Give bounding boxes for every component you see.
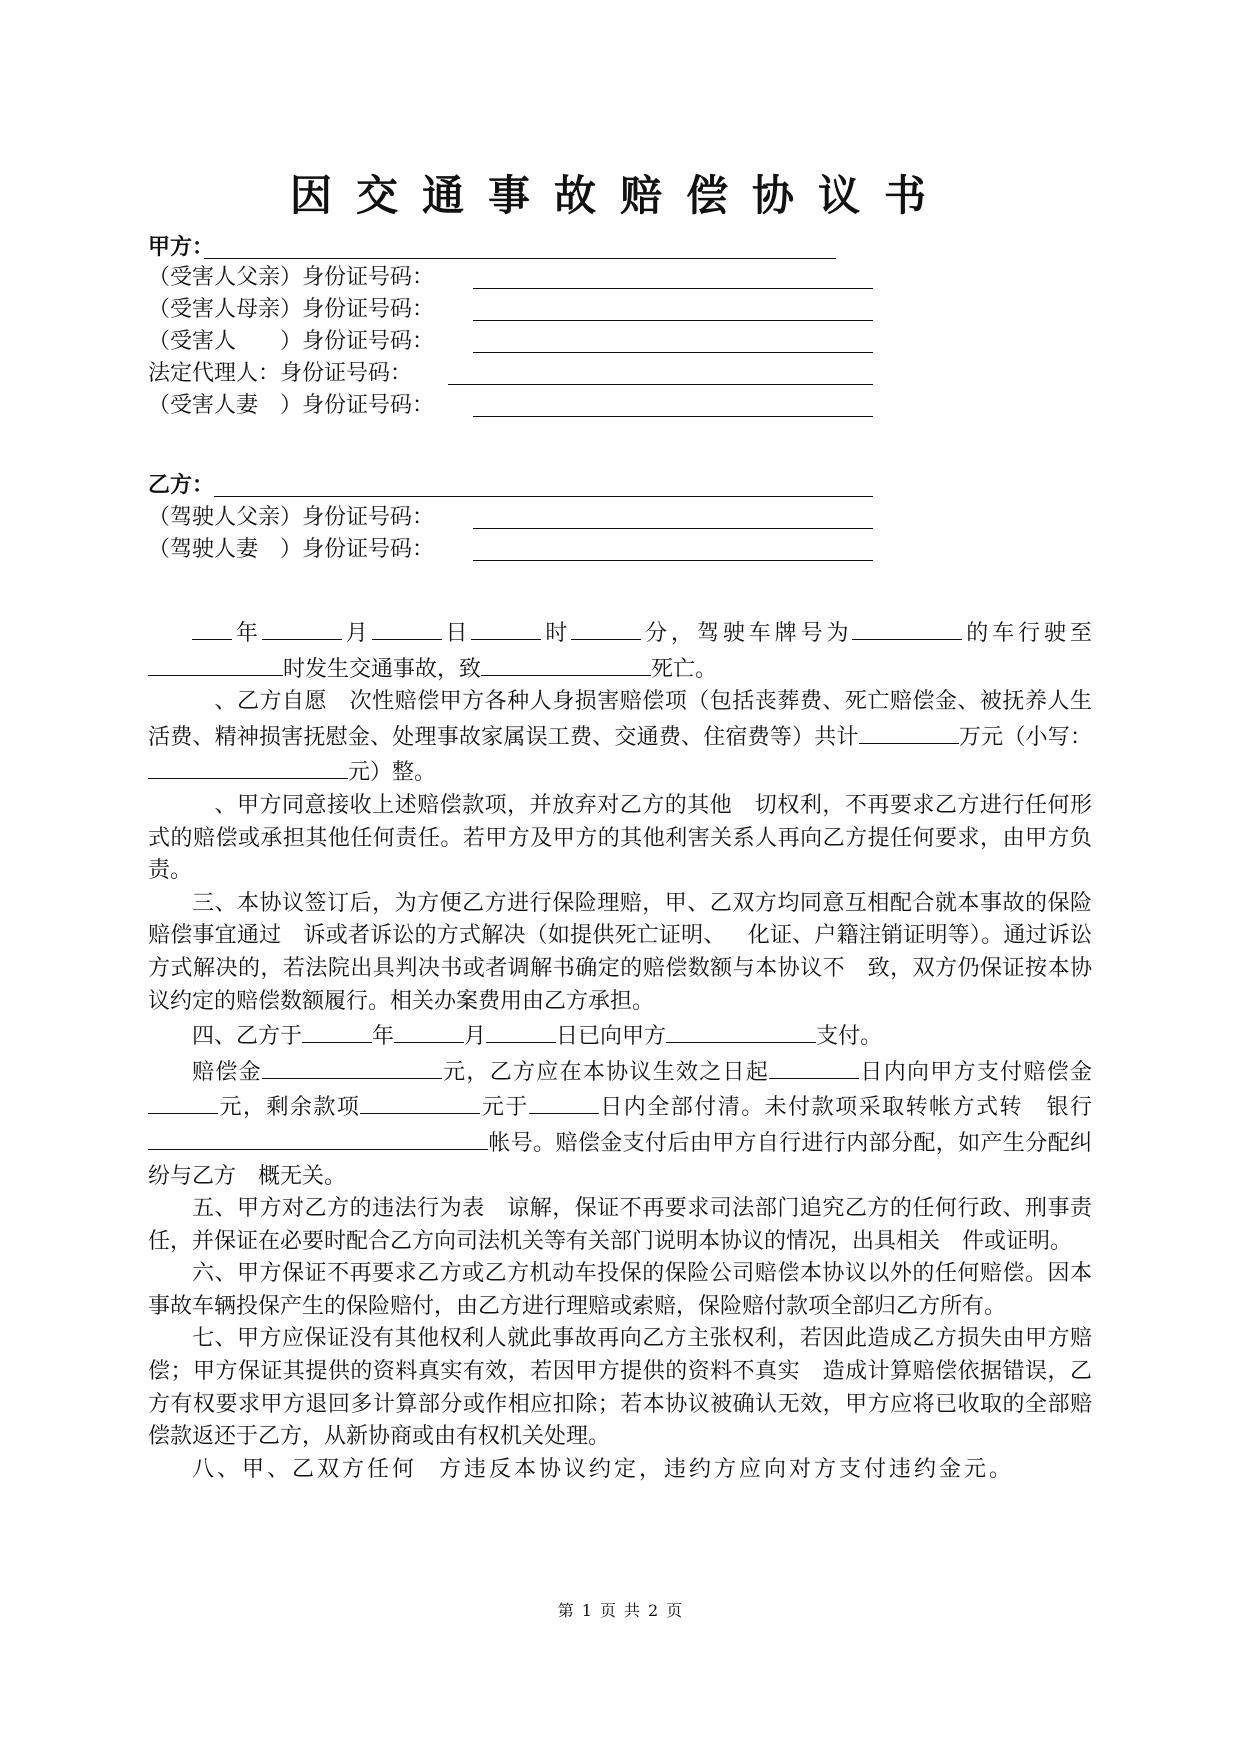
footer-text: 页 (599, 1601, 616, 1620)
party-b-row (148, 470, 214, 502)
page-footer (0, 1600, 1240, 1622)
id-blank (473, 416, 873, 417)
id-label: （受害人母亲）身份证号码： (148, 297, 435, 322)
footer-text: 第 (557, 1601, 574, 1620)
clause-1: 、乙方自愿 次性赔偿甲方各种人身损害赔偿项（包括丧葬费、死亡赔偿金、被抚养人生活费、精神损害抚慰金、处理事故家属误工费、交通费、住宿费等）共计 万元（小写：元）整。 (148, 689, 1092, 786)
id-blank (473, 352, 873, 353)
id-blank (473, 560, 873, 561)
id-blank (473, 528, 873, 529)
id-blank (448, 384, 873, 385)
party-a-row (148, 232, 214, 264)
id-label: （驾驶人父亲）身份证号码： (148, 505, 435, 530)
party-a-label: 甲方： (148, 235, 215, 260)
clause-4: 四、乙方于 年 月 日已向甲方 支付。 (148, 1018, 1092, 1054)
intro-paragraph: 年 月 日 时 分，驾驶车牌号为 的车行驶至时发生交通事故，致 死亡。 (148, 615, 1092, 686)
clause-8: 八、甲、乙双方任何 方违反本协议约定，违约方应向对方支付违约金元。 (192, 1456, 1015, 1482)
footer-text: 页 (666, 1601, 683, 1620)
party-a-id-row (148, 390, 434, 422)
agreement-body (148, 615, 1092, 1486)
id-label: 法定代理人：身份证号码： (148, 361, 413, 386)
id-blank (473, 320, 873, 321)
party-a-id-row (148, 294, 434, 326)
party-b-id-row (148, 502, 434, 534)
clause-3: 三、本协议签订后，为方便乙方进行保险理赔，甲、乙双方均同意互相配合就本事故的保险赔偿事宜通过 诉或者诉讼的方式解决（如提供死亡证明、 化证、户籍注销证明等）。通过诉讼方式解决的，若法院出具判决书或者调解书确定的赔偿数额与本协议不 致，双方仍保证按本协议约定的赔偿数额履行。相关办案费用由乙方承担。 (148, 890, 1092, 1014)
party-b-label: 乙方： (148, 473, 215, 498)
document-title: 因交通事故赔偿协议书 (289, 171, 950, 220)
party-b-name-blank (214, 496, 873, 497)
party-a-id-row (148, 358, 412, 390)
party-a-name-blank (204, 258, 836, 259)
party-a-id-row (148, 262, 434, 294)
clause-2: 、甲方同意接收上述赔偿款项，并放弃对乙方的其他 切权利，不再要求乙方进行任何形式的赔偿或承担其他任何责任。若甲方及甲方的其他利害关系人再向乙方提任何要求，由甲方负责。 (148, 792, 1092, 884)
page-total: 2 (648, 1601, 659, 1620)
page-number: 1 (581, 1601, 592, 1620)
party-b-id-row (148, 534, 434, 566)
footer-text: 共 (624, 1601, 641, 1620)
clause-4-payment: 赔偿金 元，乙方应在本协议生效之日起 日内向甲方支付赔偿金元，剩余款项 元于 日内全部付清。未付款项采取转帐方式转 银行帐号。赔偿金支付后由甲方自行进行内部分配，如产生分配纠纷与乙方 概无关。 (148, 1054, 1092, 1193)
id-label: （受害人 ）身份证号码： (148, 329, 435, 354)
id-label: （受害人父亲）身份证号码： (148, 265, 435, 290)
clause-5: 五、甲方对乙方的违法行为表 谅解，保证不再要求司法部门追究乙方的任何行政、刑事责任，并保证在必要时配合乙方向司法机关等有关部门说明本协议的情况，出具相关 件或证明。 (148, 1196, 1092, 1254)
id-blank (473, 288, 873, 289)
clause-6: 六、甲方保证不再要求乙方或乙方机动车投保的保险公司赔偿本协议以外的任何赔偿。因本事故车辆投保产生的保险赔付，由乙方进行理赔或索赔，保险赔付款项全部归乙方所有。 (148, 1261, 1092, 1319)
id-label: （受害人妻 ）身份证号码： (148, 393, 435, 418)
id-label: （驾驶人妻 ）身份证号码： (148, 537, 435, 562)
party-a-id-row (148, 326, 434, 358)
clause-7: 七、甲方应保证没有其他权利人就此事故再向乙方主张权利，若因此造成乙方损失由甲方赔偿；甲方保证其提供的资料真实有效，若因甲方提供的资料不真实 造成计算赔偿依据错误，乙方有权要求甲方退回多计算部分或作相应扣除；若本协议被确认无效，甲方应将已收取的全部赔偿款返还于乙方，从新协商或由有权机关处理。 (148, 1326, 1092, 1450)
